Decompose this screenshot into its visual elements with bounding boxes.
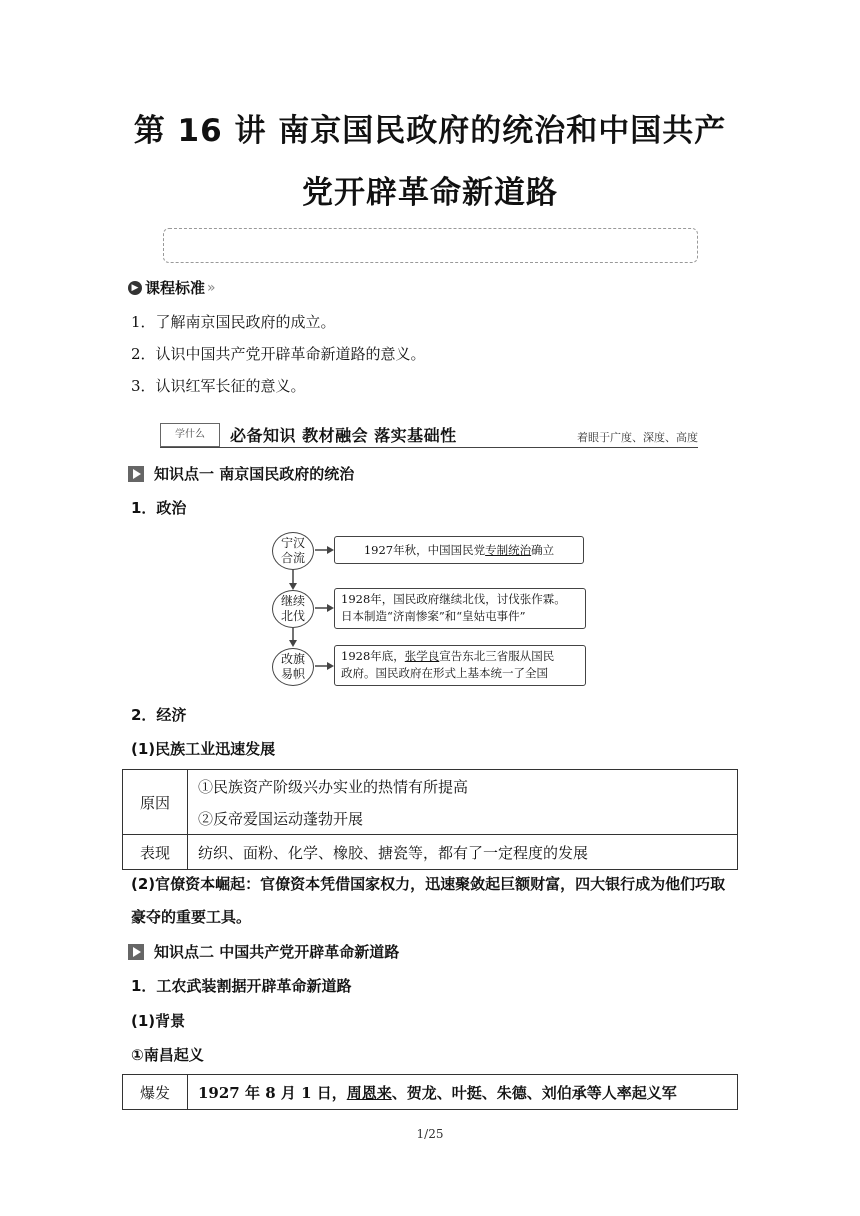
- curriculum-item-2: 2．认识中国共产党开辟革命新道路的意义。: [131, 345, 426, 363]
- table-row: [123, 1075, 738, 1110]
- flow-box-2-line2: 日本制造“济南惨案”和“皇姑屯事件”: [341, 609, 526, 623]
- flow-box-2: [334, 588, 586, 629]
- page-number: 1/25: [416, 1127, 444, 1141]
- flow-node-2: 继续 北伐: [272, 590, 314, 628]
- flow-box-2-line1: 1928年，国民政府继续北伐，讨伐张作霖。: [341, 592, 566, 606]
- table-row: [123, 802, 738, 835]
- knowledge-point-2: [128, 941, 399, 962]
- banner-right-text: 着眼于广度、深度、高度: [577, 431, 698, 444]
- curriculum-heading: [128, 277, 216, 298]
- outbreak-underline: 周恩来: [346, 1083, 392, 1102]
- outbreak-pre: 1927 年 8 月 1 日，: [198, 1083, 347, 1102]
- play-triangle-icon: [128, 944, 144, 960]
- outbreak-value: [188, 1075, 738, 1110]
- flow-node-3: 改旗 易帜: [272, 648, 314, 686]
- arrow-circle-icon: ▶: [128, 281, 142, 295]
- reason-label: 原因: [123, 770, 188, 835]
- politics-heading: 1．政治: [131, 499, 187, 517]
- reason-1: ①民族资产阶级兴办实业的热情有所提高: [188, 770, 738, 803]
- play-triangle-icon: [128, 466, 144, 482]
- flow-box-3-post: 宣告东北三省服从国民: [439, 649, 555, 663]
- knowledge-point-1: [128, 463, 354, 484]
- kp2-background: (1)背景: [131, 1012, 186, 1030]
- curriculum-item-1: 1．了解南京国民政府的成立。: [131, 313, 336, 331]
- economy-heading: 2．经济: [131, 706, 187, 724]
- outbreak-label: 爆发: [123, 1075, 188, 1110]
- table-row: [123, 770, 738, 803]
- flow-box-1-pre: 1927年秋，中国国民党: [363, 543, 486, 557]
- flow-box-3: [334, 645, 586, 686]
- economy-sub1: (1)民族工业迅速发展: [131, 740, 276, 758]
- reason-2: ②反帝爱国运动蓬勃开展: [188, 802, 738, 835]
- banner-logo: 学什么: [160, 423, 220, 447]
- politics-flow-diagram: [272, 530, 588, 688]
- table-row: [123, 835, 738, 870]
- flow-box-3-underline: 张学良: [404, 649, 440, 663]
- page-title-line1: 第 16 讲 南京国民政府的统治和中国共产: [133, 113, 727, 149]
- flow-box-3-line2: 政府。国民政府在形式上基本统一了全国: [341, 666, 548, 680]
- flow-box-1-post: 确立: [531, 543, 555, 557]
- curriculum-item-3: 3．认识红军长征的意义。: [131, 377, 306, 395]
- perf-value: 纺织、面粉、化学、橡胶、搪瓷等，都有了一定程度的发展: [188, 835, 738, 870]
- knowledge-point-2-title: 知识点二 中国共产党开辟革命新道路: [154, 943, 400, 961]
- dashed-box: [163, 228, 698, 263]
- knowledge-point-1-title: 知识点一 南京国民政府的统治: [154, 465, 355, 483]
- section-banner: [160, 423, 698, 448]
- nanchang-table: [122, 1074, 738, 1110]
- flow-box-1-underline: 专制统治: [485, 543, 532, 557]
- page-title-line2: 党开辟革命新道路: [302, 175, 558, 211]
- outbreak-post: 、贺龙、叶挺、朱德、刘伯承等人率起义军: [391, 1083, 677, 1102]
- bureaucratic-capital-paragraph: (2)官僚资本崛起：官僚资本凭借国家权力，迅速聚敛起巨额财富，四大银行成为他们巧取豪夺的重要工具。: [131, 875, 726, 926]
- double-chevron-icon: »: [207, 279, 216, 296]
- kp2-heading-1: 1．工农武装割据开辟革命新道路: [131, 977, 352, 995]
- banner-text: 必备知识 教材融会 落实基础性: [230, 426, 457, 445]
- curriculum-heading-label: 课程标准: [145, 279, 206, 297]
- flow-box-1: [334, 536, 584, 564]
- perf-label: 表现: [123, 835, 188, 870]
- flow-box-3-pre: 1928年底，: [341, 649, 405, 663]
- industry-table: [122, 769, 738, 870]
- flow-node-1: 宁汉 合流: [272, 532, 314, 570]
- kp2-nanchang: ①南昌起义: [131, 1046, 204, 1064]
